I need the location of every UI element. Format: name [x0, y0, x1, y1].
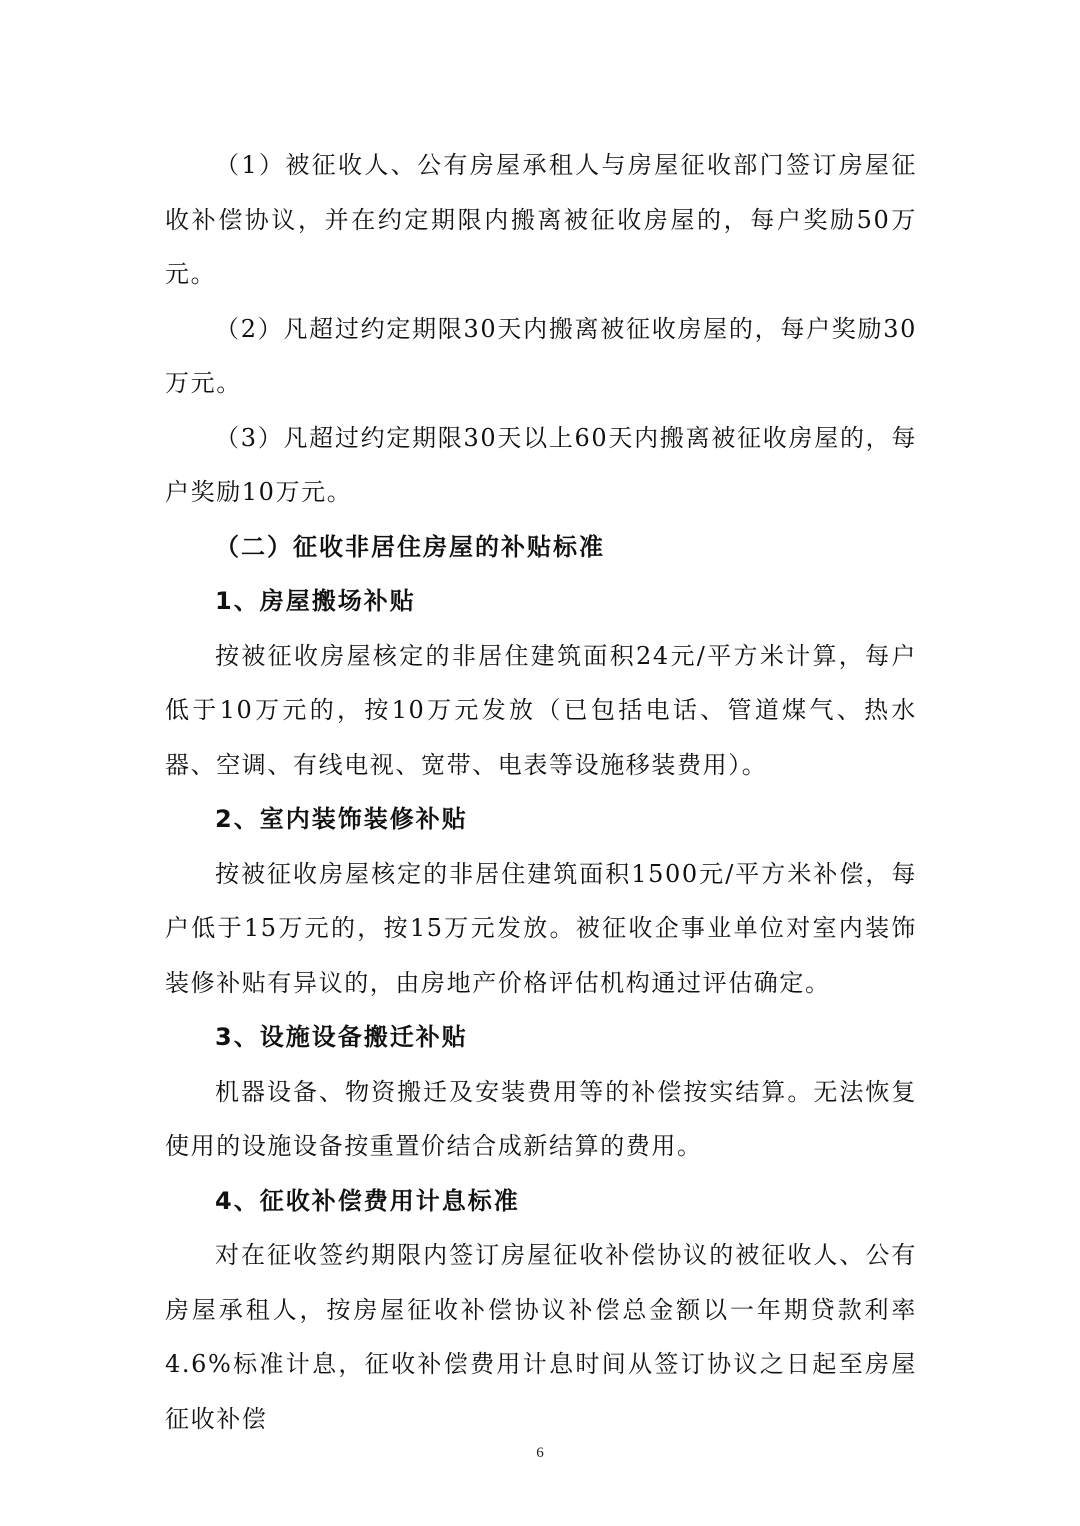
subheading-interest-standard: 4、征收补偿费用计息标准 [215, 1186, 520, 1215]
paragraph-reward-2: （2）凡超过约定期限30天内搬离被征收房屋的，每户奖励30万元。 [165, 314, 917, 397]
paragraph-reward-1: （1）被征收人、公有房屋承租人与房屋征收部门签订房屋征收补偿协议，并在约定期限内搬离被征收房屋的，每户奖励50万元。 [165, 151, 917, 288]
paragraph-equipment-subsidy: 机器设备、物资搬迁及安装费用等的补偿按实结算。无法恢复使用的设施设备按重置价结合成新结算的费用。 [165, 1077, 917, 1160]
paragraph-interest-standard: 对在征收签约期限内签订房屋征收补偿协议的被征收人、公有房屋承租人，按房屋征收补偿协议补偿总金额以一年期贷款利率4.6%标准计息，征收补偿费用计息时间从签订协议之日起至房屋征收补偿 [165, 1241, 917, 1433]
paragraph-moving-subsidy: 按被征收房屋核定的非居住建筑面积24元/平方米计算，每户低于10万元的，按10万元发放（已包括电话、管道煤气、热水器、空调、有线电视、宽带、电表等设施移装费用）。 [165, 641, 917, 779]
paragraph-decoration-subsidy: 按被征收房屋核定的非居住建筑面积1500元/平方米补偿，每户低于15万元的，按15万元发放。被征收企事业单位对室内装饰装修补贴有异议的，由房地产价格评估机构通过评估确定。 [165, 859, 917, 997]
section-heading-non-residential: （二）征收非居住房屋的补贴标准 [215, 532, 605, 561]
subheading-decoration-subsidy: 2、室内装饰装修补贴 [215, 805, 468, 833]
page-body [165, 138, 917, 1446]
paragraph-reward-3: （3）凡超过约定期限30天以上60天内搬离被征收房屋的，每户奖励10万元。 [165, 423, 917, 506]
subheading-moving-subsidy: 1、房屋搬场补贴 [215, 587, 416, 615]
page-number: 6 [536, 1445, 544, 1461]
subheading-equipment-subsidy: 3、设施设备搬迁补贴 [215, 1023, 468, 1051]
